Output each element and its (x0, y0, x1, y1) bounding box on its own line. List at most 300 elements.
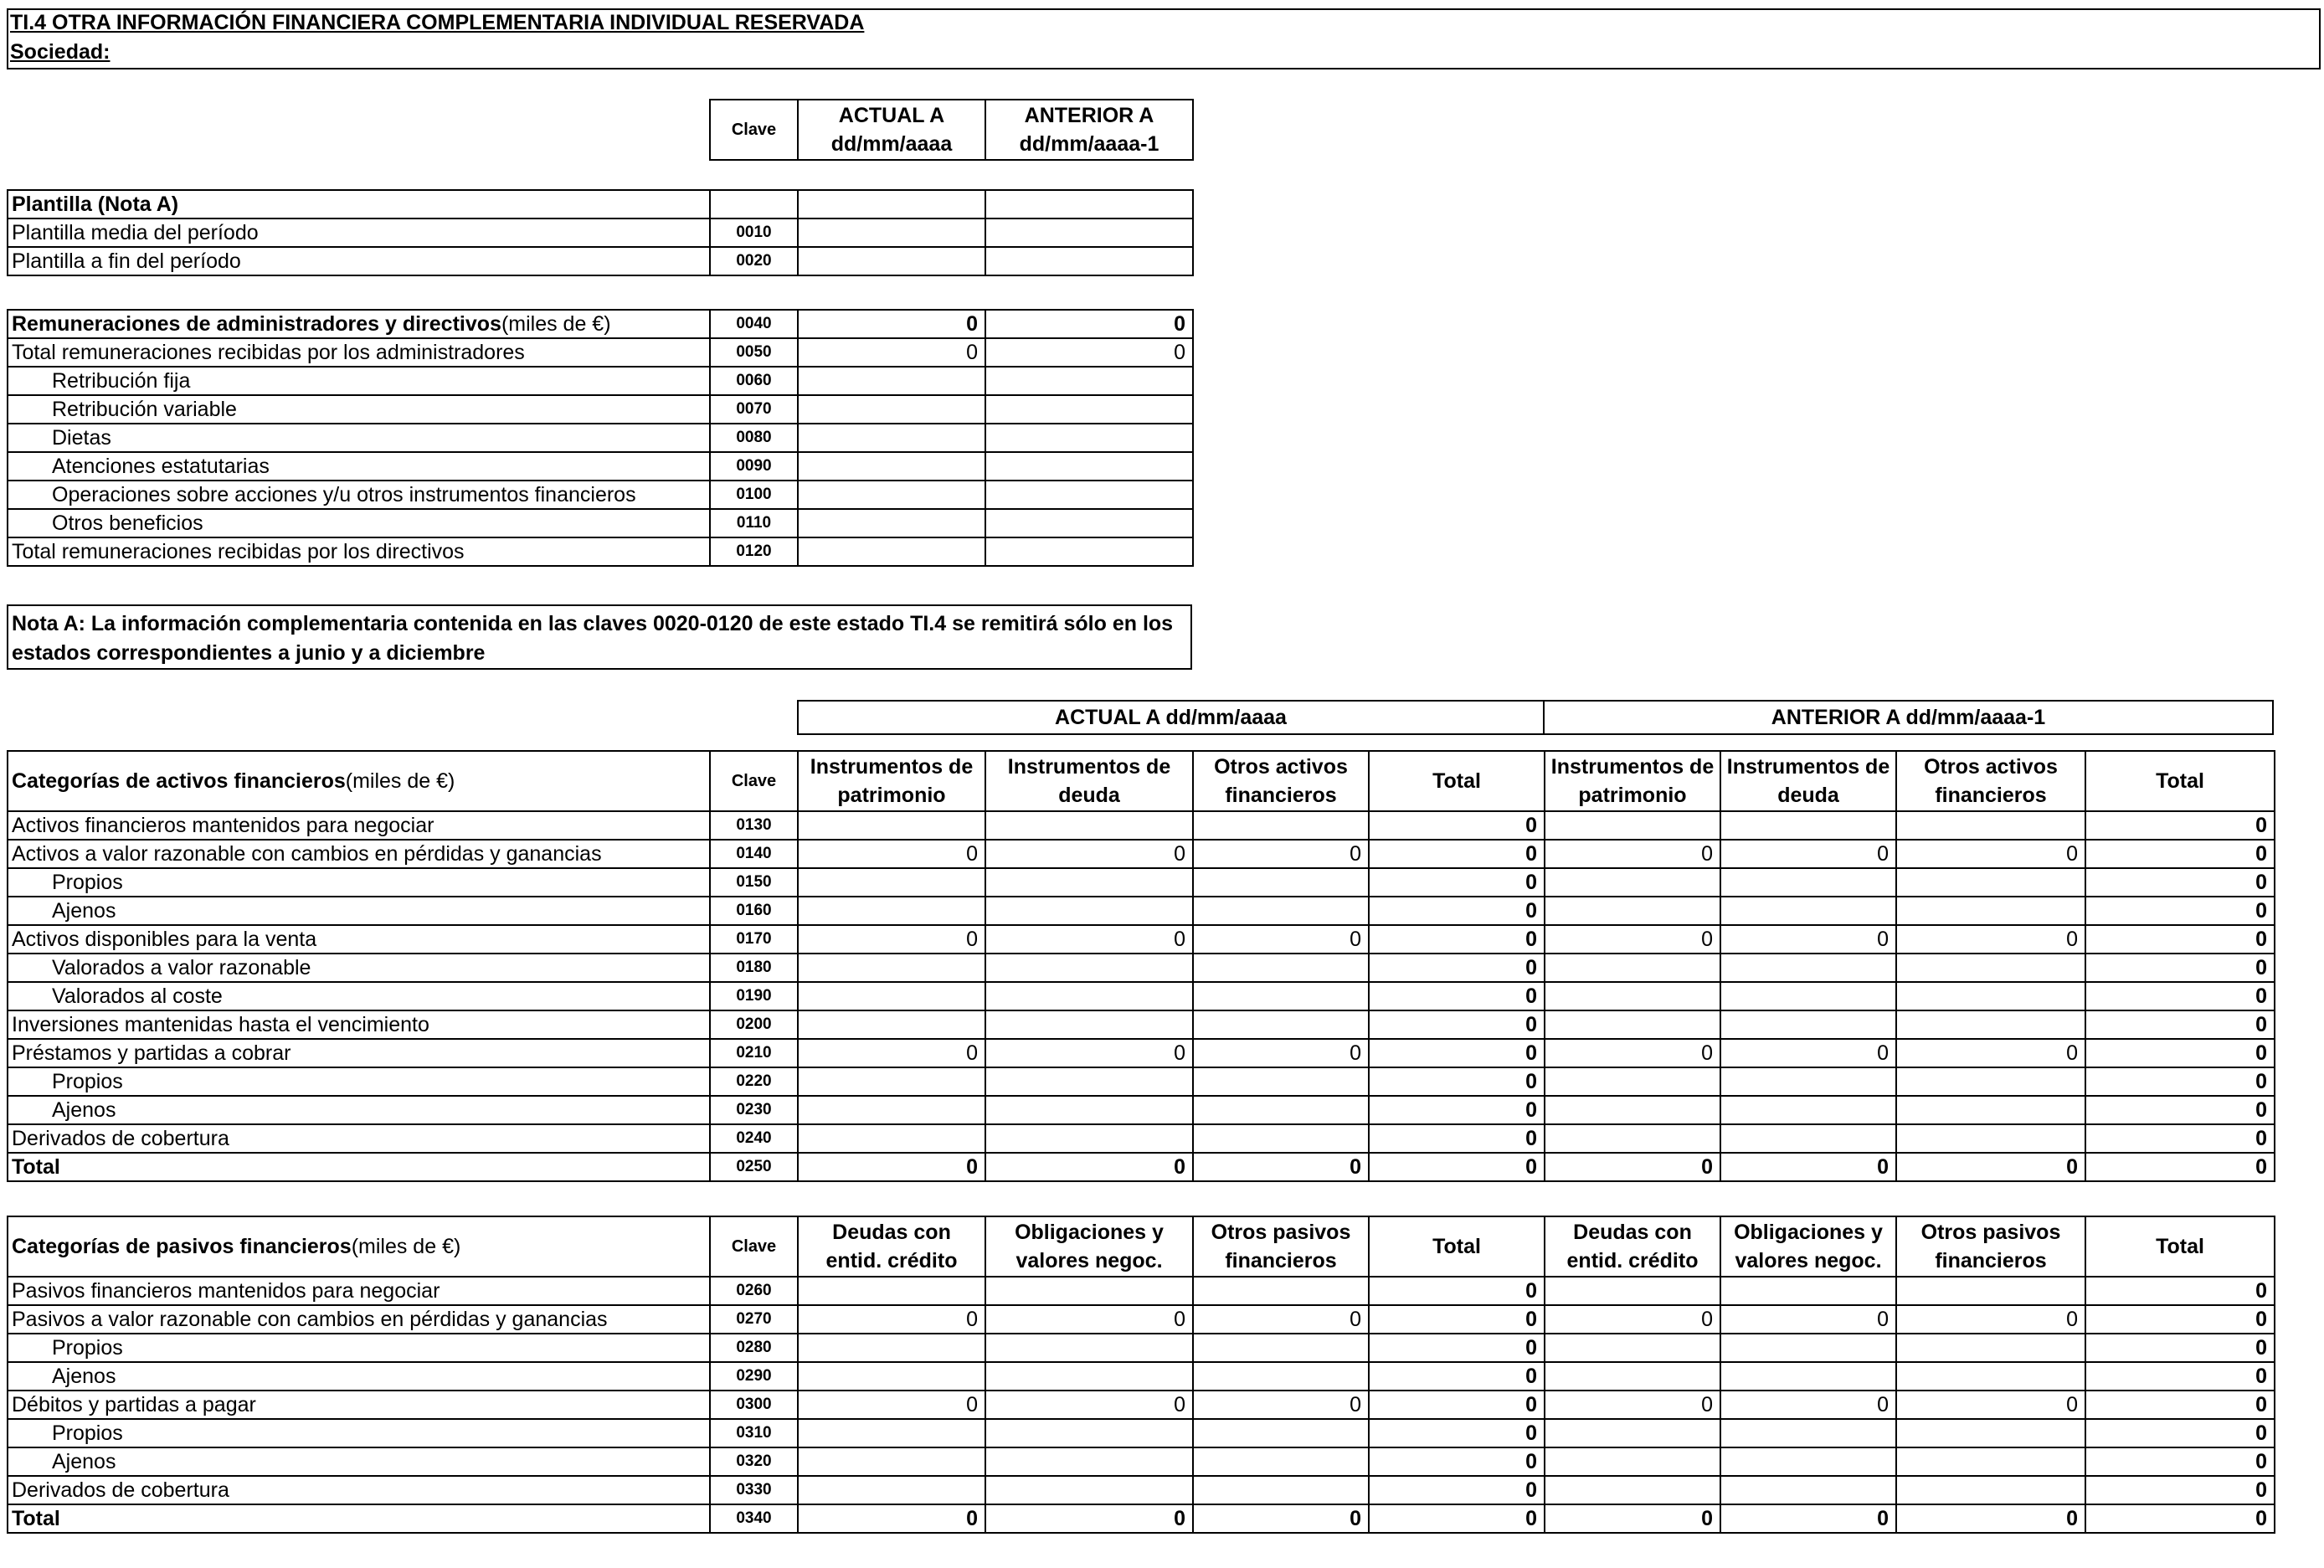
value-cell[interactable] (798, 1124, 985, 1153)
value-cell[interactable] (985, 954, 1193, 982)
value-cell[interactable] (1193, 811, 1369, 840)
value-cell[interactable] (1545, 1419, 1720, 1447)
value-cell[interactable] (985, 1067, 1193, 1096)
value-cell[interactable] (1720, 1447, 1896, 1476)
total-value-cell: 0 (2085, 1305, 2275, 1334)
table-row (8, 1305, 2275, 1334)
row-label: Total (8, 1504, 710, 1533)
table-row (8, 218, 1193, 247)
row-label: Ajenos (8, 1447, 710, 1476)
clave-header: Clave (710, 100, 798, 160)
actual-header-line2: dd/mm/aaaa (830, 132, 953, 156)
value-cell[interactable] (1193, 1124, 1369, 1153)
period-header-actual: ACTUAL A dd/mm/aaaa (797, 700, 1545, 735)
value-cell[interactable]: 0 (1545, 1391, 1720, 1419)
value-cell[interactable]: 0 (1720, 1504, 1896, 1533)
value-cell[interactable] (1193, 1010, 1369, 1039)
total-value-cell: 0 (2085, 1476, 2275, 1504)
value-cell[interactable]: 0 (1193, 1391, 1369, 1419)
value-cell[interactable]: 0 (798, 1153, 985, 1181)
empty-cell (798, 190, 985, 218)
value-cell[interactable] (1193, 1096, 1369, 1124)
value-cell[interactable]: 0 (798, 925, 985, 954)
value-cell[interactable]: 0 (798, 1504, 985, 1533)
value-cell[interactable]: 0 (1545, 840, 1720, 868)
value-cell[interactable]: 0 (1545, 1504, 1720, 1533)
value-cell[interactable] (985, 897, 1193, 925)
table-row (8, 509, 1193, 537)
column-header: Instrumentos de deuda (985, 751, 1193, 811)
value-cell[interactable]: 0 (985, 925, 1193, 954)
total-value-cell: 0 (1369, 811, 1545, 840)
total-value-cell: 0 (1369, 1391, 1545, 1419)
total-value-cell: 0 (2085, 1504, 2275, 1533)
pasivos-table (7, 1216, 2275, 1534)
value-cell[interactable] (1720, 868, 1896, 897)
table-row (8, 954, 2275, 982)
pasivos-header-row (8, 1216, 2275, 1277)
total-row (8, 1153, 2275, 1181)
value-cell[interactable]: 0 (1720, 1039, 1896, 1067)
value-cell[interactable]: 0 (985, 338, 1193, 367)
total-value-cell: 0 (2085, 811, 2275, 840)
value-cell[interactable]: 0 (1545, 925, 1720, 954)
table-row (8, 1362, 2275, 1391)
value-cell[interactable] (1545, 954, 1720, 982)
total-value-cell: 0 (1369, 1305, 1545, 1334)
value-cell[interactable] (1720, 1067, 1896, 1096)
total-value-cell: 0 (2085, 1010, 2275, 1039)
value-cell[interactable] (1545, 1334, 1720, 1362)
value-cell[interactable]: 0 (1720, 840, 1896, 868)
row-key: 0220 (710, 1067, 798, 1096)
value-cell[interactable] (1545, 1067, 1720, 1096)
value-cell[interactable]: 0 (798, 1391, 985, 1419)
row-key: 0090 (710, 452, 798, 481)
value-cell[interactable]: 0 (1193, 1305, 1369, 1334)
activos-table (7, 750, 2275, 1182)
table-row (8, 868, 2275, 897)
total-value-cell: 0 (2085, 1067, 2275, 1096)
value-cell[interactable] (985, 1096, 1193, 1124)
value-cell[interactable] (985, 218, 1193, 247)
value-cell[interactable]: 0 (1720, 1391, 1896, 1419)
row-key: 0020 (710, 247, 798, 275)
value-cell[interactable] (798, 1010, 985, 1039)
row-label: Plantilla media del período (8, 218, 710, 247)
value-cell[interactable]: 0 (1193, 925, 1369, 954)
row-key: 0180 (710, 954, 798, 982)
empty-cell (710, 190, 798, 218)
row-label: Propios (8, 1419, 710, 1447)
value-cell[interactable] (985, 1010, 1193, 1039)
value-cell[interactable] (985, 1277, 1193, 1305)
value-cell[interactable] (798, 481, 985, 509)
value-cell[interactable]: 0 (985, 1153, 1193, 1181)
value-cell[interactable] (1545, 1096, 1720, 1124)
total-value-cell: 0 (2085, 1362, 2275, 1391)
total-value-cell: 0 (2085, 1334, 2275, 1362)
nota-a: Nota A: La información complementaria contenida en las claves 0020-0120 de este estado TI.4 se remitirá sólo en los estados correspondientes a junio y a diciembre (7, 604, 1192, 670)
value-cell[interactable] (985, 1476, 1193, 1504)
row-label: Activos disponibles para la venta (8, 925, 710, 954)
actual-header (798, 100, 985, 160)
value-cell[interactable] (1896, 1010, 2085, 1039)
total-value-cell: 0 (1369, 1039, 1545, 1067)
value-cell[interactable]: 0 (798, 840, 985, 868)
value-cell[interactable] (1193, 897, 1369, 925)
value-cell[interactable] (985, 811, 1193, 840)
value-cell[interactable] (1545, 1447, 1720, 1476)
total-value-cell: 0 (2085, 1447, 2275, 1476)
column-header: Otros activos financieros (1896, 751, 2085, 811)
total-value-cell: 0 (1369, 954, 1545, 982)
units-label: (miles de €) (501, 312, 611, 336)
row-key: 0310 (710, 1419, 798, 1447)
row-label: Atenciones estatutarias (8, 452, 710, 481)
value-cell[interactable] (1896, 1447, 2085, 1476)
table-row (8, 925, 2275, 954)
value-cell[interactable] (798, 218, 985, 247)
value-cell[interactable] (1193, 1476, 1369, 1504)
value-cell[interactable] (1896, 811, 2085, 840)
row-key: 0250 (710, 1153, 798, 1181)
value-cell[interactable]: 0 (1896, 840, 2085, 868)
top-column-headers (709, 99, 1194, 161)
column-header: Total (1369, 751, 1545, 811)
row-key: 0100 (710, 481, 798, 509)
value-cell[interactable] (1896, 868, 2085, 897)
value-cell[interactable] (1193, 1419, 1369, 1447)
row-key: 0260 (710, 1277, 798, 1305)
table-row (8, 1334, 2275, 1362)
column-header: Otros pasivos financieros (1193, 1216, 1369, 1277)
row-label: Activos a valor razonable con cambios en pérdidas y ganancias (8, 840, 710, 868)
value-cell[interactable] (1545, 1476, 1720, 1504)
value-cell[interactable] (798, 1476, 985, 1504)
row-key: 0080 (710, 424, 798, 452)
value-cell[interactable] (1896, 1096, 2085, 1124)
value-cell[interactable] (1545, 868, 1720, 897)
anterior-header (985, 100, 1193, 160)
value-cell[interactable]: 0 (985, 1305, 1193, 1334)
table-row (8, 1391, 2275, 1419)
total-value-cell: 0 (1369, 1010, 1545, 1039)
value-cell[interactable] (1545, 982, 1720, 1010)
value-cell[interactable] (798, 982, 985, 1010)
value-cell[interactable] (985, 982, 1193, 1010)
total-value-cell: 0 (2085, 982, 2275, 1010)
value-cell[interactable] (1896, 1334, 2085, 1362)
pasivos-title (8, 1216, 710, 1277)
value-cell[interactable]: 0 (985, 840, 1193, 868)
table-row (8, 367, 1193, 395)
activos-header-row (8, 751, 2275, 811)
total-value-cell: 0 (1369, 1096, 1545, 1124)
column-header: Otros pasivos financieros (1896, 1216, 2085, 1277)
value-cell[interactable] (985, 1447, 1193, 1476)
value-cell[interactable] (1896, 1277, 2085, 1305)
row-key: 0070 (710, 395, 798, 424)
value-cell[interactable] (798, 424, 985, 452)
row-label: Retribución variable (8, 395, 710, 424)
total-value-cell: 0 (1369, 1124, 1545, 1153)
value-cell[interactable]: 0 (1896, 1305, 2085, 1334)
actual-header-line1: ACTUAL A (838, 104, 945, 127)
value-cell[interactable] (1545, 1277, 1720, 1305)
row-key: 0140 (710, 840, 798, 868)
value-cell[interactable]: 0 (798, 1039, 985, 1067)
value-cell[interactable] (798, 247, 985, 275)
value-cell[interactable] (1720, 1010, 1896, 1039)
row-label: Débitos y partidas a pagar (8, 1391, 710, 1419)
value-cell[interactable] (1193, 982, 1369, 1010)
value-cell[interactable] (985, 1124, 1193, 1153)
table-row (8, 537, 1193, 566)
value-cell[interactable] (798, 537, 985, 566)
row-key: 0340 (710, 1504, 798, 1533)
value-cell[interactable]: 0 (1896, 925, 2085, 954)
total-value-cell: 0 (1369, 897, 1545, 925)
value-cell[interactable] (798, 1277, 985, 1305)
table-row (8, 1419, 2275, 1447)
value-cell[interactable] (1545, 897, 1720, 925)
value-cell[interactable]: 0 (1545, 1305, 1720, 1334)
column-header: Instrumentos de patrimonio (798, 751, 985, 811)
total-value-cell: 0 (2085, 954, 2275, 982)
value-cell[interactable]: 0 (798, 338, 985, 367)
table-row (8, 1124, 2275, 1153)
value-cell[interactable] (1896, 1419, 2085, 1447)
row-key: 0130 (710, 811, 798, 840)
value-cell[interactable] (1720, 1096, 1896, 1124)
plantilla-title: Plantilla (Nota A) (8, 190, 710, 218)
value-cell[interactable] (985, 367, 1193, 395)
column-header: Instrumentos de patrimonio (1545, 751, 1720, 811)
value-cell[interactable] (985, 868, 1193, 897)
row-key: 0300 (710, 1391, 798, 1419)
total-value-cell: 0 (2085, 1039, 2275, 1067)
table-row (8, 982, 2275, 1010)
column-header: Obligaciones y valores negoc. (985, 1216, 1193, 1277)
value-cell[interactable] (1193, 954, 1369, 982)
total-value-cell: 0 (1369, 1419, 1545, 1447)
value-cell[interactable] (1720, 897, 1896, 925)
table-row (8, 481, 1193, 509)
value-cell[interactable] (798, 1362, 985, 1391)
table-row (8, 1067, 2275, 1096)
total-value-cell: 0 (2085, 925, 2275, 954)
total-value-cell: 0 (1369, 840, 1545, 868)
activos-title-text: Categorías de activos financieros (12, 769, 346, 793)
value-cell[interactable]: 0 (985, 1504, 1193, 1533)
value-cell[interactable] (1896, 897, 2085, 925)
value-cell[interactable] (1193, 1277, 1369, 1305)
row-key: 0230 (710, 1096, 798, 1124)
value-cell[interactable] (1720, 1419, 1896, 1447)
value-cell[interactable]: 0 (985, 1039, 1193, 1067)
value-cell[interactable] (798, 1067, 985, 1096)
value-cell[interactable] (1720, 811, 1896, 840)
value-cell[interactable] (798, 1419, 985, 1447)
value-cell[interactable]: 0 (1896, 1039, 2085, 1067)
value-cell[interactable] (985, 1334, 1193, 1362)
value-cell[interactable] (1545, 1124, 1720, 1153)
value-cell[interactable]: 0 (1545, 1039, 1720, 1067)
total-value-cell: 0 (1369, 1362, 1545, 1391)
row-key: 0120 (710, 537, 798, 566)
value-cell[interactable] (985, 1419, 1193, 1447)
value-cell[interactable]: 0 (1193, 1153, 1369, 1181)
row-key: 0160 (710, 897, 798, 925)
clave-header: Clave (710, 751, 798, 811)
total-value-cell: 0 (1369, 1153, 1545, 1181)
value-cell[interactable]: 0 (798, 1305, 985, 1334)
value-cell[interactable] (1720, 954, 1896, 982)
value-cell[interactable] (1720, 1334, 1896, 1362)
row-label: Otros beneficios (8, 509, 710, 537)
value-cell[interactable]: 0 (1193, 1504, 1369, 1533)
table-row (8, 897, 2275, 925)
row-key: 0150 (710, 868, 798, 897)
empty-cell (985, 190, 1193, 218)
table-row (8, 811, 2275, 840)
column-header: Total (2085, 751, 2275, 811)
total-value-cell: 0 (1369, 1476, 1545, 1504)
value-cell[interactable] (1896, 1067, 2085, 1096)
value-cell[interactable]: 0 (1720, 1153, 1896, 1181)
value-cell[interactable]: 0 (1720, 925, 1896, 954)
row-key: 0290 (710, 1362, 798, 1391)
value-cell[interactable] (1193, 1067, 1369, 1096)
value-cell[interactable] (1896, 1124, 2085, 1153)
row-label: Propios (8, 868, 710, 897)
value-cell[interactable] (985, 481, 1193, 509)
row-label: Total remuneraciones recibidas por los directivos (8, 537, 710, 566)
column-header: Deudas con entid. crédito (798, 1216, 985, 1277)
value-cell[interactable]: 0 (985, 310, 1193, 338)
value-cell[interactable] (1896, 982, 2085, 1010)
row-label: Valorados al coste (8, 982, 710, 1010)
row-label: Inversiones mantenidas hasta el vencimiento (8, 1010, 710, 1039)
row-label: Ajenos (8, 1096, 710, 1124)
value-cell[interactable] (798, 452, 985, 481)
total-value-cell: 0 (2085, 1153, 2275, 1181)
value-cell[interactable] (798, 1447, 985, 1476)
value-cell[interactable] (1193, 1447, 1369, 1476)
value-cell[interactable] (1193, 868, 1369, 897)
value-cell[interactable] (985, 452, 1193, 481)
value-cell[interactable]: 0 (1545, 1153, 1720, 1181)
value-cell[interactable] (1545, 1010, 1720, 1039)
table-row (8, 1010, 2275, 1039)
value-cell[interactable] (798, 811, 985, 840)
value-cell[interactable] (985, 247, 1193, 275)
column-header: Instrumentos de deuda (1720, 751, 1896, 811)
row-label: Propios (8, 1067, 710, 1096)
value-cell[interactable] (1720, 1476, 1896, 1504)
value-cell[interactable]: 0 (1896, 1153, 2085, 1181)
remuneraciones-table (7, 309, 1194, 567)
value-cell[interactable] (1720, 1277, 1896, 1305)
value-cell[interactable] (1720, 1124, 1896, 1153)
total-value-cell: 0 (1369, 1447, 1545, 1476)
value-cell[interactable]: 0 (798, 310, 985, 338)
value-cell[interactable] (1896, 1362, 2085, 1391)
value-cell[interactable] (798, 954, 985, 982)
value-cell[interactable] (798, 1096, 985, 1124)
value-cell[interactable] (1896, 954, 2085, 982)
table-row (8, 338, 1193, 367)
value-cell[interactable]: 0 (985, 1391, 1193, 1419)
value-cell[interactable]: 0 (1193, 840, 1369, 868)
value-cell[interactable] (1720, 982, 1896, 1010)
value-cell[interactable] (798, 868, 985, 897)
row-key: 0010 (710, 218, 798, 247)
value-cell[interactable]: 0 (1896, 1504, 2085, 1533)
row-label: Propios (8, 1334, 710, 1362)
clave-header: Clave (710, 1216, 798, 1277)
value-cell[interactable] (985, 537, 1193, 566)
row-label: Retribución fija (8, 367, 710, 395)
total-value-cell: 0 (2085, 1124, 2275, 1153)
row-label: Derivados de cobertura (8, 1124, 710, 1153)
table-row (8, 1476, 2275, 1504)
value-cell[interactable] (798, 367, 985, 395)
table-row (8, 424, 1193, 452)
row-label: Total (8, 1153, 710, 1181)
anterior-header-line2: dd/mm/aaaa-1 (1019, 132, 1159, 156)
value-cell[interactable]: 0 (1193, 1039, 1369, 1067)
row-label: Ajenos (8, 1362, 710, 1391)
row-label: Total remuneraciones recibidas por los administradores (8, 338, 710, 367)
row-key: 0040 (710, 310, 798, 338)
row-label: Pasivos a valor razonable con cambios en pérdidas y ganancias (8, 1305, 710, 1334)
total-value-cell: 0 (1369, 1277, 1545, 1305)
row-key: 0050 (710, 338, 798, 367)
value-cell[interactable] (798, 395, 985, 424)
value-cell[interactable] (1545, 811, 1720, 840)
value-cell[interactable] (1896, 1476, 2085, 1504)
value-cell[interactable] (1545, 1362, 1720, 1391)
value-cell[interactable] (1193, 1334, 1369, 1362)
table-row (8, 247, 1193, 275)
value-cell[interactable] (985, 509, 1193, 537)
value-cell[interactable] (798, 897, 985, 925)
row-label: Ajenos (8, 897, 710, 925)
column-header: Deudas con entid. crédito (1545, 1216, 1720, 1277)
value-cell[interactable] (1720, 1362, 1896, 1391)
value-cell[interactable] (1193, 1362, 1369, 1391)
table-row (8, 1039, 2275, 1067)
value-cell[interactable]: 0 (1896, 1391, 2085, 1419)
value-cell[interactable] (985, 424, 1193, 452)
pasivos-title-text: Categorías de pasivos financieros (12, 1235, 352, 1258)
row-key: 0210 (710, 1039, 798, 1067)
value-cell[interactable] (985, 1362, 1193, 1391)
value-cell[interactable] (798, 1334, 985, 1362)
remuneraciones-title (8, 310, 710, 338)
value-cell[interactable] (985, 395, 1193, 424)
units-label: (miles de €) (345, 769, 455, 793)
row-key: 0330 (710, 1476, 798, 1504)
row-key: 0270 (710, 1305, 798, 1334)
remuneraciones-title-row (8, 310, 1193, 338)
total-value-cell: 0 (1369, 1067, 1545, 1096)
value-cell[interactable]: 0 (1720, 1305, 1896, 1334)
period-header-anterior: ANTERIOR A dd/mm/aaaa-1 (1543, 700, 2274, 735)
value-cell[interactable] (798, 509, 985, 537)
